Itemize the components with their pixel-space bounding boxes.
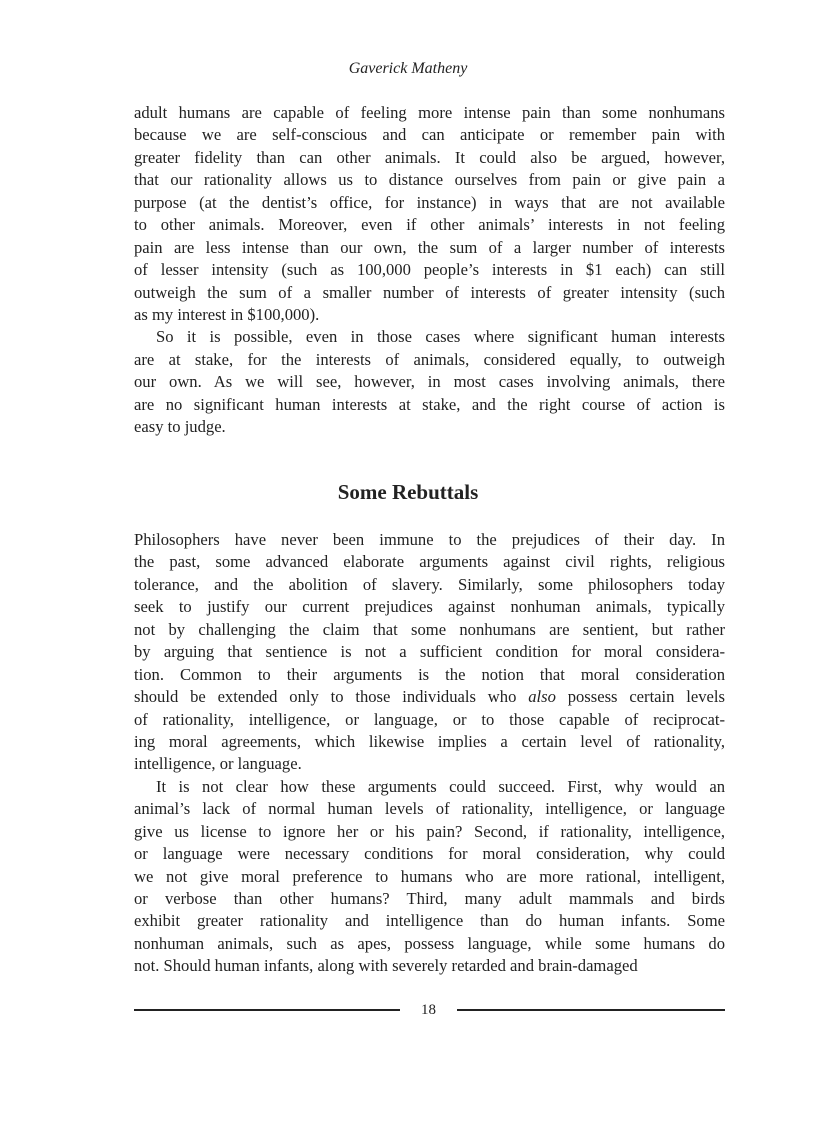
text-line: outweigh the sum of a smaller number of interests of greater intensity (such bbox=[134, 282, 725, 302]
text-line: greater fidelity than can other animals. It could also be argued, however, bbox=[134, 147, 725, 167]
section-heading: Some Rebuttals bbox=[337, 480, 479, 504]
text-line: So it is possible, even in those cases where significant human interests bbox=[156, 327, 725, 347]
text-line: that our rationality allows us to distance ourselves from pain or give pain a bbox=[134, 170, 725, 190]
emphasis: also bbox=[528, 687, 556, 707]
footer-rule-left bbox=[134, 1009, 400, 1011]
text-line: adult humans are capable of feeling more intense pain than some nonhumans bbox=[134, 103, 725, 122]
paragraph bbox=[134, 529, 725, 776]
text-line: by arguing that sentience is not a sufficient condition for moral considera- bbox=[134, 642, 725, 662]
text-line: to other animals. Moreover, even if other animals’ interests in not feeling bbox=[134, 215, 725, 235]
text-line: tion. Common to their arguments is the notion that moral consideration bbox=[134, 664, 725, 684]
text-line: we not give moral preference to humans who are more rational, intelligent, bbox=[134, 866, 725, 886]
text-line: or language were necessary conditions for moral consideration, why could bbox=[134, 844, 725, 864]
text-block-2 bbox=[134, 529, 725, 978]
paragraph bbox=[134, 776, 725, 978]
text-line: tolerance, and the abolition of slavery. Similarly, some philosophers today bbox=[134, 574, 725, 594]
footer-rule-right bbox=[457, 1009, 725, 1011]
text-line: because we are self-conscious and can anticipate or remember pain with bbox=[134, 125, 725, 145]
text-line: of rationality, intelligence, or language, or to those capable of reciprocat- bbox=[134, 709, 725, 729]
text-line bbox=[134, 686, 725, 708]
running-head: Gaverick Matheny bbox=[348, 60, 468, 77]
text-line: pain are less intense than our own, the sum of a larger number of interests bbox=[134, 237, 725, 257]
text-segment: should be extended only to those individuals who bbox=[134, 687, 529, 707]
text-line: our own. As we will see, however, in most cases involving animals, there bbox=[134, 372, 725, 392]
page-number: 18 bbox=[421, 1002, 436, 1018]
text-line: not. Should human infants, along with severely retarded and brain-damaged bbox=[134, 956, 638, 976]
text-line: It is not clear how these arguments could succeed. First, why would an bbox=[156, 776, 725, 796]
text-line: purpose (at the dentist’s office, for instance) in ways that are not available bbox=[134, 192, 725, 212]
text-line: not by challenging the claim that some nonhumans are sentient, but rather bbox=[134, 619, 725, 639]
text-line: ing moral agreements, which likewise implies a certain level of rationality, bbox=[134, 731, 725, 751]
text-line: exhibit greater rationality and intelligence than do human infants. Some bbox=[134, 911, 725, 931]
text-line: intelligence, or language. bbox=[134, 754, 302, 774]
text-segment: possess certain levels bbox=[555, 687, 725, 707]
text-line: easy to judge. bbox=[134, 417, 226, 437]
text-line: Philosophers have never been immune to the prejudices of their day. In bbox=[134, 530, 725, 549]
text-line: are at stake, for the interests of animals, considered equally, to outweigh bbox=[134, 349, 725, 369]
text-line: of lesser intensity (such as 100,000 people’s interests in $1 each) can still bbox=[134, 260, 725, 280]
text-line: as my interest in $100,000). bbox=[134, 304, 320, 324]
text-line: the past, some advanced elaborate arguments against civil rights, religious bbox=[134, 552, 725, 572]
text-line: give us license to ignore her or his pain? Second, if rationality, intelligence, bbox=[134, 821, 725, 841]
text-line: seek to justify our current prejudices against nonhuman animals, typically bbox=[134, 597, 725, 617]
text-line: nonhuman animals, such as apes, possess language, while some humans do bbox=[134, 933, 725, 953]
text-line: or verbose than other humans? Third, many adult mammals and birds bbox=[134, 889, 725, 908]
paragraph bbox=[134, 102, 725, 326]
text-line: are no significant human interests at stake, and the right course of action is bbox=[134, 394, 725, 414]
paragraph bbox=[134, 326, 725, 438]
text-line: animal’s lack of normal human levels of rationality, intelligence, or language bbox=[134, 799, 725, 819]
text-block-1 bbox=[134, 102, 725, 439]
